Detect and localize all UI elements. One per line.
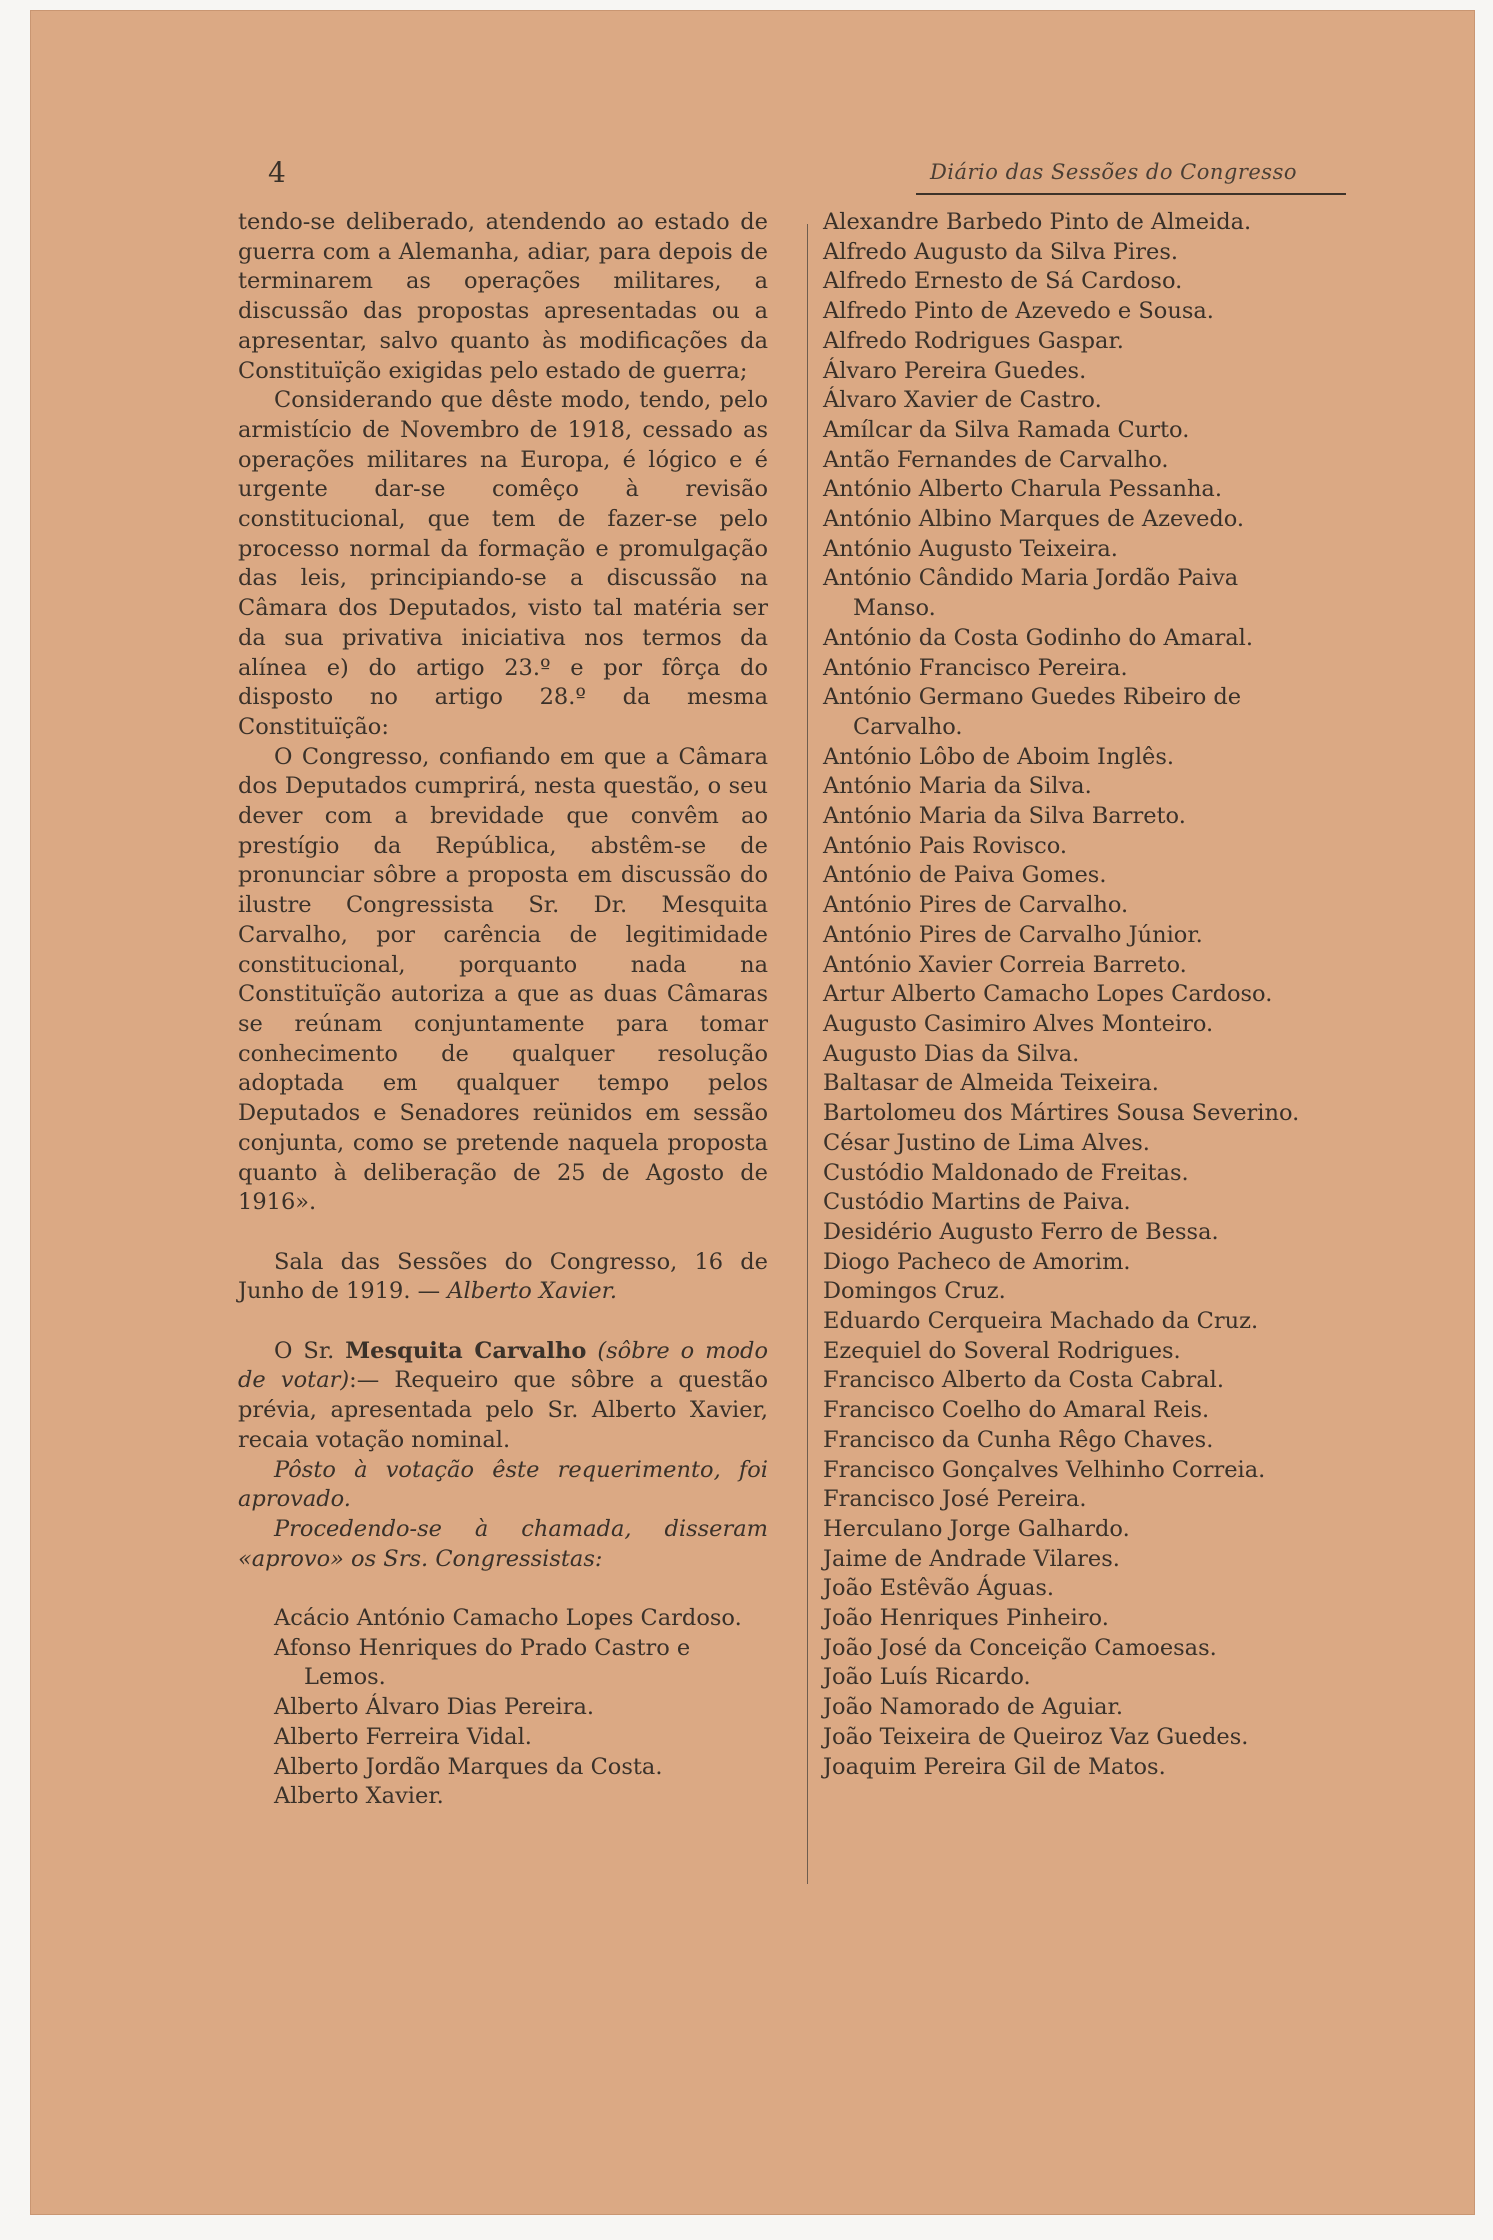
header-rule — [916, 193, 1346, 195]
signature-name: Alberto Xavier. — [447, 1278, 618, 1305]
list-item: João Henriques Pinheiro. — [823, 1605, 1109, 1632]
list-item: Desidério Augusto Ferro de Bessa. — [823, 1218, 1219, 1245]
list-item: Domingos Cruz. — [823, 1278, 1006, 1305]
list-item: Antão Fernandes de Carvalho. — [823, 446, 1169, 473]
list-item: Custódio Maldonado de Freitas. — [823, 1159, 1189, 1186]
list-item: António Germano Guedes Ribeiro de Carvalho. — [823, 684, 1242, 740]
list-item: Alfredo Rodrigues Gaspar. — [823, 327, 1124, 354]
right-column — [793, 208, 1318, 1782]
list-item: Francisco da Cunha Rêgo Chaves. — [823, 1426, 1214, 1453]
list-item: Afonso Henriques do Prado Castro e Lemos. — [274, 1634, 691, 1691]
paragraph-1: tendo-se deliberado, atendendo ao estado de guerra com a Alemanha, adiar, para depois de terminarem as operações militares, a discussão das propostas apresentadas ou a apresentar, salvo quanto às modificações da Constituïção exigidas pelo estado de guerra; — [238, 209, 768, 384]
list-item: Álvaro Xavier de Castro. — [823, 387, 1102, 414]
list-item: Alfredo Pinto de Azevedo e Sousa. — [823, 298, 1214, 325]
list-item: Amílcar da Silva Ramada Curto. — [823, 416, 1190, 443]
rollcall-intro: Procedendo-se à chamada, disseram «aprovo» os Srs. Congressistas: — [238, 1515, 768, 1572]
speaker-prefix: O Sr. — [274, 1337, 346, 1364]
list-item: António Cândido Maria Jordão Paiva Manso. — [823, 565, 1239, 622]
list-item: António de Paiva Gomes. — [823, 862, 1107, 889]
list-item: António Francisco Pereira. — [823, 654, 1128, 681]
list-item: António Maria da Silva Barreto. — [823, 803, 1186, 830]
list-item: João Teixeira de Queiroz Vaz Guedes. — [823, 1723, 1249, 1750]
left-names-list — [238, 1604, 768, 1812]
paragraph-2: Considerando que dêste modo, tendo, pelo armistício de Novembro de 1918, cessado as operações militares na Europa, é lógico e é urgente dar-se comêço à revisão constitucional, que tem de fazer-se pelo processo normal da formação e promulgação das leis, principiando-se a discussão na Câmara dos Deputados, visto tal matéria ser da sua privativa iniciativa nos termos da alínea e) do artigo 23.º e por fôrça do disposto no artigo 28.º da mesma Constituïção: — [238, 387, 768, 740]
speaker-paragraph — [238, 1337, 768, 1456]
list-item: Artur Alberto Camacho Lopes Cardoso. — [823, 981, 1273, 1008]
left-column — [238, 208, 768, 1812]
list-item: António Albino Marques de Azevedo. — [823, 506, 1245, 533]
list-item: Alfredo Ernesto de Sá Cardoso. — [823, 268, 1183, 295]
list-item: Alberto Jordão Marques da Costa. — [274, 1753, 663, 1780]
speaker-stage-direction: (sôbre o modo de votar) — [238, 1337, 769, 1394]
signature-place: Sala das Sessões do Congresso, 16 de Junho de 1919. — — [238, 1248, 768, 1305]
list-item: João Luís Ricardo. — [823, 1664, 1031, 1691]
list-item: Ezequiel do Soveral Rodrigues. — [823, 1337, 1181, 1364]
list-item: Francisco Alberto da Costa Cabral. — [823, 1367, 1225, 1394]
list-item: Francisco Gonçalves Velhinho Correia. — [823, 1456, 1266, 1483]
list-item: César Justino de Lima Alves. — [823, 1129, 1150, 1156]
running-header: Diário das Sessões do Congresso — [929, 160, 1297, 184]
list-item: Herculano Jorge Galhardo. — [823, 1515, 1130, 1542]
vote-result: Pôsto à votação êste requerimento, foi aprovado. — [238, 1456, 768, 1513]
list-item: António Alberto Charula Pessanha. — [823, 476, 1223, 503]
list-item: Francisco Coelho do Amaral Reis. — [823, 1397, 1210, 1424]
list-item: Augusto Casimiro Alves Monteiro. — [823, 1010, 1214, 1037]
list-item: Diogo Pacheco de Amorim. — [823, 1248, 1131, 1275]
list-item: João José da Conceição Camoesas. — [823, 1634, 1217, 1661]
list-item: Alexandre Barbedo Pinto de Almeida. — [823, 209, 1252, 235]
list-item: Acácio António Camacho Lopes Cardoso. — [274, 1605, 742, 1631]
list-item: António Lôbo de Aboim Inglês. — [823, 743, 1175, 770]
paragraph-3: O Congresso, confiando em que a Câmara dos Deputados cumprirá, nesta questão, o seu dever com a brevidade que convêm ao prestígio da República, abstêm-se de pronunciar sôbre a proposta em discussão do ilustre Congressista Sr. Dr. Mesquita Carvalho, por carência de legitimidade constitucional, porquanto nada na Constituïção autoriza a que as duas Câmaras se reúnam conjuntamente para tomar conhecimento de qualquer resolução adoptada em qualquer tempo pelos Deputados e Senadores reünidos em sessão conjunta, como se pretende naquela proposta quanto à deliberação de 25 de Agosto de 1916». — [238, 743, 768, 1216]
list-item: Custódio Martins de Paiva. — [823, 1189, 1131, 1216]
list-item: Baltasar de Almeida Teixeira. — [823, 1070, 1159, 1097]
list-item: João Namorado de Aguiar. — [823, 1694, 1123, 1721]
speaker-name: Mesquita Carvalho — [345, 1337, 587, 1364]
list-item: António Maria da Silva. — [823, 773, 1092, 800]
list-item: António Augusto Teixeira. — [823, 535, 1118, 562]
list-item: Alberto Álvaro Dias Pereira. — [274, 1694, 595, 1721]
list-item: António Xavier Correia Barreto. — [823, 951, 1187, 978]
page-number: 4 — [268, 156, 286, 189]
list-item: Joaquim Pereira Gil de Matos. — [823, 1753, 1166, 1780]
list-item: António Pais Rovisco. — [823, 832, 1067, 859]
list-item: António da Costa Godinho do Amaral. — [823, 624, 1254, 651]
list-item: Bartolomeu dos Mártires Sousa Severino. — [823, 1100, 1300, 1127]
list-item: Augusto Dias da Silva. — [823, 1040, 1080, 1067]
list-item: Alfredo Augusto da Silva Pires. — [823, 238, 1179, 265]
list-item: Eduardo Cerqueira Machado da Cruz. — [823, 1308, 1259, 1335]
right-names-list — [793, 208, 1318, 1782]
list-item: António Pires de Carvalho. — [823, 892, 1129, 919]
list-item: Alberto Ferreira Vidal. — [274, 1723, 532, 1750]
list-item: Alberto Xavier. — [274, 1783, 444, 1810]
list-item: Jaime de Andrade Vilares. — [823, 1545, 1120, 1572]
list-item: Álvaro Pereira Guedes. — [823, 357, 1087, 384]
list-item: João Estêvão Águas. — [823, 1575, 1055, 1602]
speaker-text: :— Requeiro que sôbre a questão prévia, apresentada pelo Sr. Alberto Xavier, recaia votação nominal. — [238, 1367, 768, 1453]
list-item: António Pires de Carvalho Júnior. — [823, 921, 1203, 948]
signature-line — [238, 1248, 768, 1307]
list-item: Francisco José Pereira. — [823, 1486, 1087, 1513]
